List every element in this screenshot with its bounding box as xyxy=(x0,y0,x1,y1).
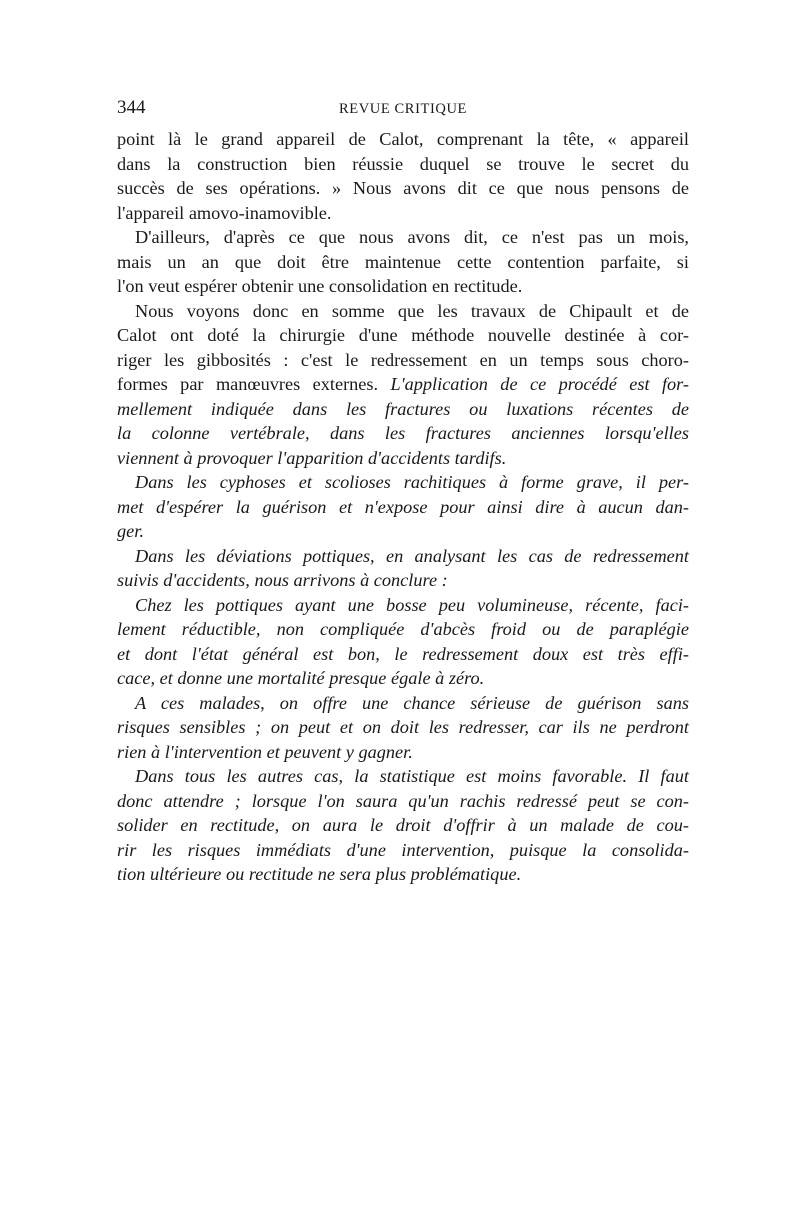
text-line: suivis d'accidents, nous arrivons à conclure : xyxy=(117,570,448,590)
text-line: et dont l'état général est bon, le redressement doux est très effi- xyxy=(117,643,689,664)
text-line: donc attendre ; lorsque l'on saura qu'un rachis redressé peut se con- xyxy=(117,790,689,811)
text-line: A ces malades, on offre une chance sérieuse de guérison sans xyxy=(135,692,689,713)
text-line: risques sensibles ; on peut et on doit les redresser, car ils ne perdront xyxy=(117,717,689,737)
running-title: REVUE CRITIQUE xyxy=(338,101,467,117)
text-line: lement réductible, non compliquée d'abcès froid ou de paraplégie xyxy=(117,619,689,639)
text-line: ger. xyxy=(117,521,144,541)
text-line: cace, et donne une mortalité presque égale à zéro. xyxy=(117,668,485,688)
text-line xyxy=(117,372,689,397)
text-line: point là le grand appareil de Calot, comprenant la tête, « appareil xyxy=(117,129,689,149)
text-line: D'ailleurs, d'après ce que nous avons dit, ce n'est pas un mois, xyxy=(135,227,689,247)
text-segment: formes par manœuvres externes. xyxy=(117,374,391,394)
text-line: met d'espérer la guérison et n'expose pour ainsi dire à aucun dan- xyxy=(117,496,689,517)
text-line: rir les risques immédiats d'une intervention, puisque la consolida- xyxy=(117,839,689,860)
body-text xyxy=(117,127,689,887)
page-header xyxy=(117,96,689,120)
text-line: Chez les pottiques ayant une bosse peu volumineuse, récente, faci- xyxy=(135,594,689,615)
text-line: tion ultérieure ou rectitude ne sera plus problématique. xyxy=(117,864,522,884)
text-line: l'on veut espérer obtenir une consolidation en rectitude. xyxy=(117,276,523,296)
text-line: dans la construction bien réussie duquel se trouve le secret du xyxy=(117,153,689,174)
text-line: Dans les cyphoses et scolioses rachitiques à forme grave, il per- xyxy=(135,472,689,492)
text-line: rien à l'intervention et peuvent y gagner. xyxy=(117,741,413,762)
page-number: 344 xyxy=(117,97,146,118)
text-line: mais un an que doit être maintenue cette contention parfaite, si xyxy=(117,251,689,272)
text-line: viennent à provoquer l'apparition d'accidents tardifs. xyxy=(117,447,507,468)
text-line: Dans tous les autres cas, la statistique est moins favorable. Il faut xyxy=(135,766,689,786)
text-line: succès de ses opérations. » Nous avons dit ce que nous pensons de xyxy=(117,178,689,198)
text-line: Calot ont doté la chirurgie d'une méthode nouvelle destinée à cor- xyxy=(117,325,689,345)
text-line: la colonne vertébrale, dans les fractures anciennes lorsqu'elles xyxy=(117,423,689,443)
text-line: Nous voyons donc en somme que les travaux de Chipault et de xyxy=(135,300,689,321)
text-line: Dans les déviations pottiques, en analysant les cas de redressement xyxy=(135,545,689,566)
text-line: riger les gibbosités : c'est le redressement en un temps sous choro- xyxy=(117,349,689,370)
text-segment: L'application de ce procédé est for- xyxy=(390,374,690,394)
text-line: solider en rectitude, on aura le droit d'offrir à un malade de cou- xyxy=(117,815,689,835)
text-line: mellement indiquée dans les fractures ou luxations récentes de xyxy=(117,398,689,419)
text-line: l'appareil amovo-inamovible. xyxy=(117,202,332,223)
